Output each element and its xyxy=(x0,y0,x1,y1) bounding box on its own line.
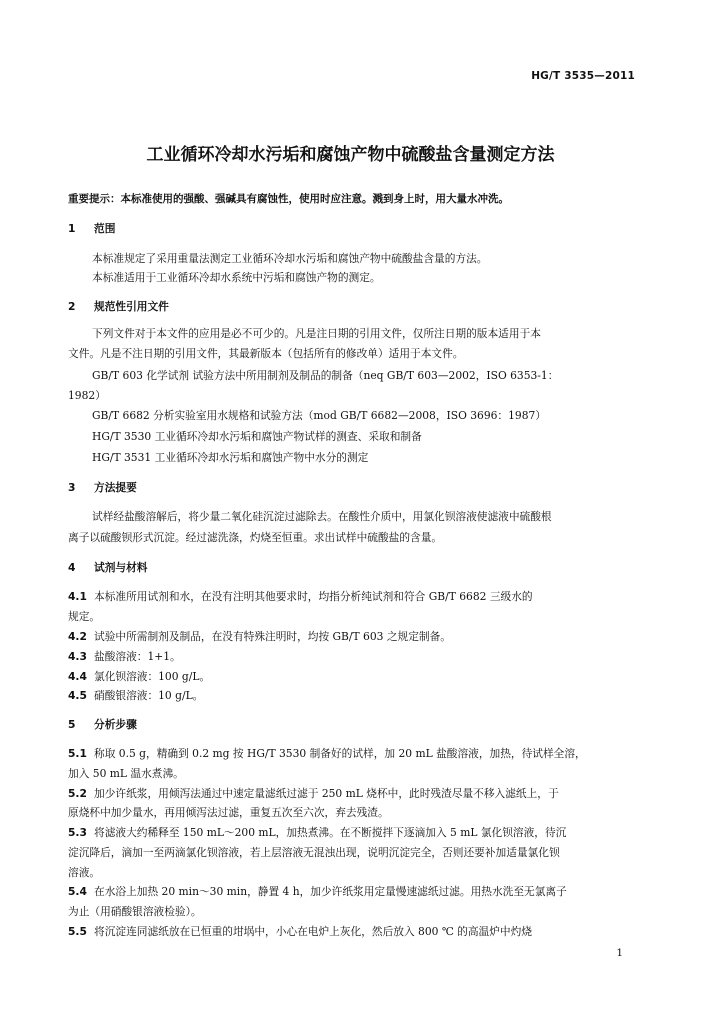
clause-text: 淀沉降后，滴加一至两滴氯化钡溶液，若上层溶液无混浊出现，说明沉淀完全，否则还要补加适量氯化钡 xyxy=(68,846,560,859)
clause-number: 5.3 xyxy=(68,826,87,839)
clause-text: 溶液。 xyxy=(68,866,101,879)
section-5-heading xyxy=(68,718,137,732)
page-number: 1 xyxy=(616,947,623,959)
section-4-heading xyxy=(68,561,147,575)
section-title: 方法提要 xyxy=(94,481,137,494)
clause-text: 称取 0.5 g，精确到 0.2 mg 按 HG/T 3530 制备好的试样，加 20 mL 盐酸溶液，加热，待试样全溶， xyxy=(94,747,586,760)
clause-5-5 xyxy=(68,925,532,939)
clause-text: 将滤液大约稀释至 150 mL～200 mL，加热煮沸。在不断搅拌下逐滴加入 5 mL 氯化钡溶液，待沉 xyxy=(94,826,567,839)
standard-code: HG/T 3535—2011 xyxy=(531,70,635,82)
section-title: 分析步骤 xyxy=(94,718,137,731)
clause-text: 硝酸银溶液：10 g/L。 xyxy=(94,689,204,702)
clause-4-1 xyxy=(68,590,533,604)
paragraph: 本标准适用于工业循环冷却水系统中污垢和腐蚀产物的测定。 xyxy=(92,271,381,284)
paragraph: 本标准规定了采用重量法测定工业循环冷却水污垢和腐蚀产物中硫酸盐含量的方法。 xyxy=(92,252,488,265)
paragraph: 文件。凡是不注日期的引用文件，其最新版本（包括所有的修改单）适用于本文件。 xyxy=(68,347,464,360)
clause-number: 5.5 xyxy=(68,925,87,938)
clause-text: 试验中所需制剂及制品，在没有特殊注明时，均按 GB/T 603 之规定制备。 xyxy=(94,630,451,643)
section-number: 1 xyxy=(68,222,76,235)
safety-warning: 重要提示：本标准使用的强酸、强碱具有腐蚀性，使用时应注意。溅到身上时，用大量水冲洗。 xyxy=(68,193,509,205)
reference-item: GB/T 603 化学试剂 试验方法中所用制剂及制品的制备（neq GB/T 603—2002，ISO 6353-1： xyxy=(92,369,559,382)
clause-text: 原烧杯中加少量水，再用倾泻法过滤，重复五次至六次，弃去残渣。 xyxy=(68,806,389,819)
clause-5-3 xyxy=(68,826,566,840)
clause-text: 在水浴上加热 20 min～30 min，静置 4 h，加少许纸浆用定量慢速滤纸过滤。用热水洗至无氯离子 xyxy=(94,885,567,898)
section-title: 规范性引用文件 xyxy=(94,300,169,313)
clause-number: 4.1 xyxy=(68,590,87,603)
paragraph: 下列文件对于本文件的应用是必不可少的。凡是注日期的引用文件，仅所注日期的版本适用于本 xyxy=(92,327,541,340)
clause-5-1 xyxy=(68,747,586,761)
clause-number: 4.4 xyxy=(68,670,87,683)
clause-text: 氯化钡溶液：100 g/L。 xyxy=(94,670,211,683)
section-title: 范围 xyxy=(94,222,116,235)
clause-text: 本标准所用试剂和水，在没有注明其他要求时，均指分析纯试剂和符合 GB/T 6682 三级水的 xyxy=(94,590,533,603)
document-title: 工业循环冷却水污垢和腐蚀产物中硫酸盐含量测定方法 xyxy=(146,145,555,165)
clause-5-4 xyxy=(68,885,567,899)
section-number: 5 xyxy=(68,718,76,731)
clause-4-5 xyxy=(68,689,203,703)
reference-item: 1982） xyxy=(68,389,106,402)
clause-text: 规定。 xyxy=(68,610,101,623)
clause-text: 加少许纸浆，用倾泻法通过中速定量滤纸过滤于 250 mL 烧杯中，此时残渣尽量不移入滤纸上，于 xyxy=(94,787,559,800)
paragraph: 试样经盐酸溶解后，将少量二氧化硅沉淀过滤除去。在酸性介质中，用氯化钡溶液使滤液中硫酸根 xyxy=(92,510,552,523)
paragraph: 离子以硫酸钡形式沉淀。经过滤洗涤，灼烧至恒重。求出试样中硫酸盐的含量。 xyxy=(68,531,443,544)
clause-text: 加入 50 mL 温水煮沸。 xyxy=(68,767,184,780)
clause-number: 5.1 xyxy=(68,747,87,760)
clause-number: 4.5 xyxy=(68,689,87,702)
clause-number: 5.4 xyxy=(68,885,87,898)
clause-4-4 xyxy=(68,670,210,684)
clause-4-3 xyxy=(68,650,181,664)
section-1-heading xyxy=(68,222,115,236)
clause-number: 4.3 xyxy=(68,650,87,663)
section-title: 试剂与材料 xyxy=(94,561,148,574)
section-3-heading xyxy=(68,481,137,495)
section-number: 4 xyxy=(68,561,76,574)
reference-item: HG/T 3531 工业循环冷却水污垢和腐蚀产物中水分的测定 xyxy=(92,451,369,464)
clause-text: 盐酸溶液：1+1。 xyxy=(94,650,181,663)
clause-number: 4.2 xyxy=(68,630,87,643)
clause-4-2 xyxy=(68,630,451,644)
clause-text: 将沉淀连同滤纸放在已恒重的坩埚中，小心在电炉上灰化，然后放入 800 ℃ 的高温炉中灼烧 xyxy=(94,925,532,938)
reference-item: GB/T 6682 分析实验室用水规格和试验方法（mod GB/T 6682—2008，ISO 3696：1987） xyxy=(92,409,547,422)
clause-text: 为止（用硝酸银溶液检验）。 xyxy=(68,905,202,918)
clause-5-2 xyxy=(68,787,559,801)
section-number: 2 xyxy=(68,300,76,313)
section-2-heading xyxy=(68,300,169,314)
section-number: 3 xyxy=(68,481,76,494)
reference-item: HG/T 3530 工业循环冷却水污垢和腐蚀产物试样的测查、采取和制备 xyxy=(92,430,422,443)
clause-number: 5.2 xyxy=(68,787,87,800)
